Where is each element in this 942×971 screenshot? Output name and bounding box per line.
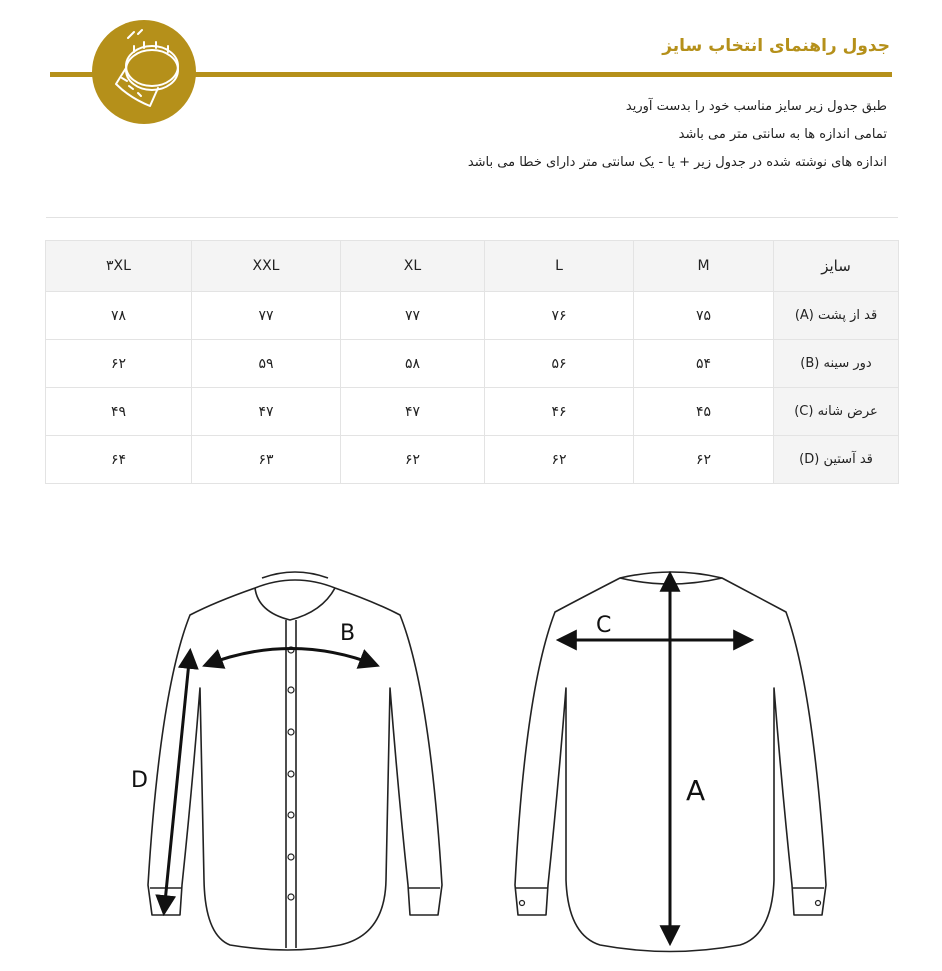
size-label-header: سایز [774,241,899,292]
table-cell: ۶۲ [46,340,192,388]
row-label: عرض شانه (C) [774,388,899,436]
row-label: قد آستین (D) [774,436,899,484]
table-row [46,340,899,388]
label-b: B [340,621,356,646]
table-cell: ۴۵ [634,388,774,436]
table-cell: ۴۹ [46,388,192,436]
table-cell: ۶۲ [341,436,485,484]
page-title: جدول راهنمای انتخاب سایز [662,36,890,56]
size-header-cell: L [485,241,634,292]
table-row [46,292,899,340]
shirt-measurement-diagram [0,560,942,965]
table-cell: ۵۹ [192,340,341,388]
label-d: D [131,768,148,793]
section-divider [46,217,898,218]
table-cell: ۷۶ [485,292,634,340]
note-line: اندازه های نوشته شده در جدول زیر + یا - یک سانتی متر دارای خطا می باشد [467,155,887,170]
table-cell: ۶۳ [192,436,341,484]
table-cell: ۷۷ [341,292,485,340]
measuring-tape-icon [92,20,196,124]
table-cell: ۵۶ [485,340,634,388]
table-cell: ۴۷ [192,388,341,436]
shirt-front [148,572,442,950]
table-cell: ۵۸ [341,340,485,388]
table-cell: ۵۴ [634,340,774,388]
size-header-cell: XXL [192,241,341,292]
table-cell: ۴۷ [341,388,485,436]
table-cell: ۷۵ [634,292,774,340]
instructions [468,93,887,177]
row-label: قد از پشت (A) [774,292,899,340]
table-cell: ۴۶ [485,388,634,436]
table-cell: ۶۴ [46,436,192,484]
note-line: طبق جدول زیر سایز مناسب خود را بدست آورید [625,99,887,114]
table-cell: ۶۲ [634,436,774,484]
size-header-cell: XL [341,241,485,292]
label-a: A [686,774,706,807]
label-c: C [596,613,612,638]
table-header-row [46,241,899,292]
size-header-cell: M [634,241,774,292]
size-header-cell: ۳XL [46,241,192,292]
size-table [45,240,899,484]
row-label: دور سینه (B) [774,340,899,388]
table-cell: ۶۲ [485,436,634,484]
table-cell: ۷۸ [46,292,192,340]
table-row [46,436,899,484]
table-cell: ۷۷ [192,292,341,340]
table-row [46,388,899,436]
note-line: تمامی اندازه ها به سانتی متر می باشد [678,127,887,142]
